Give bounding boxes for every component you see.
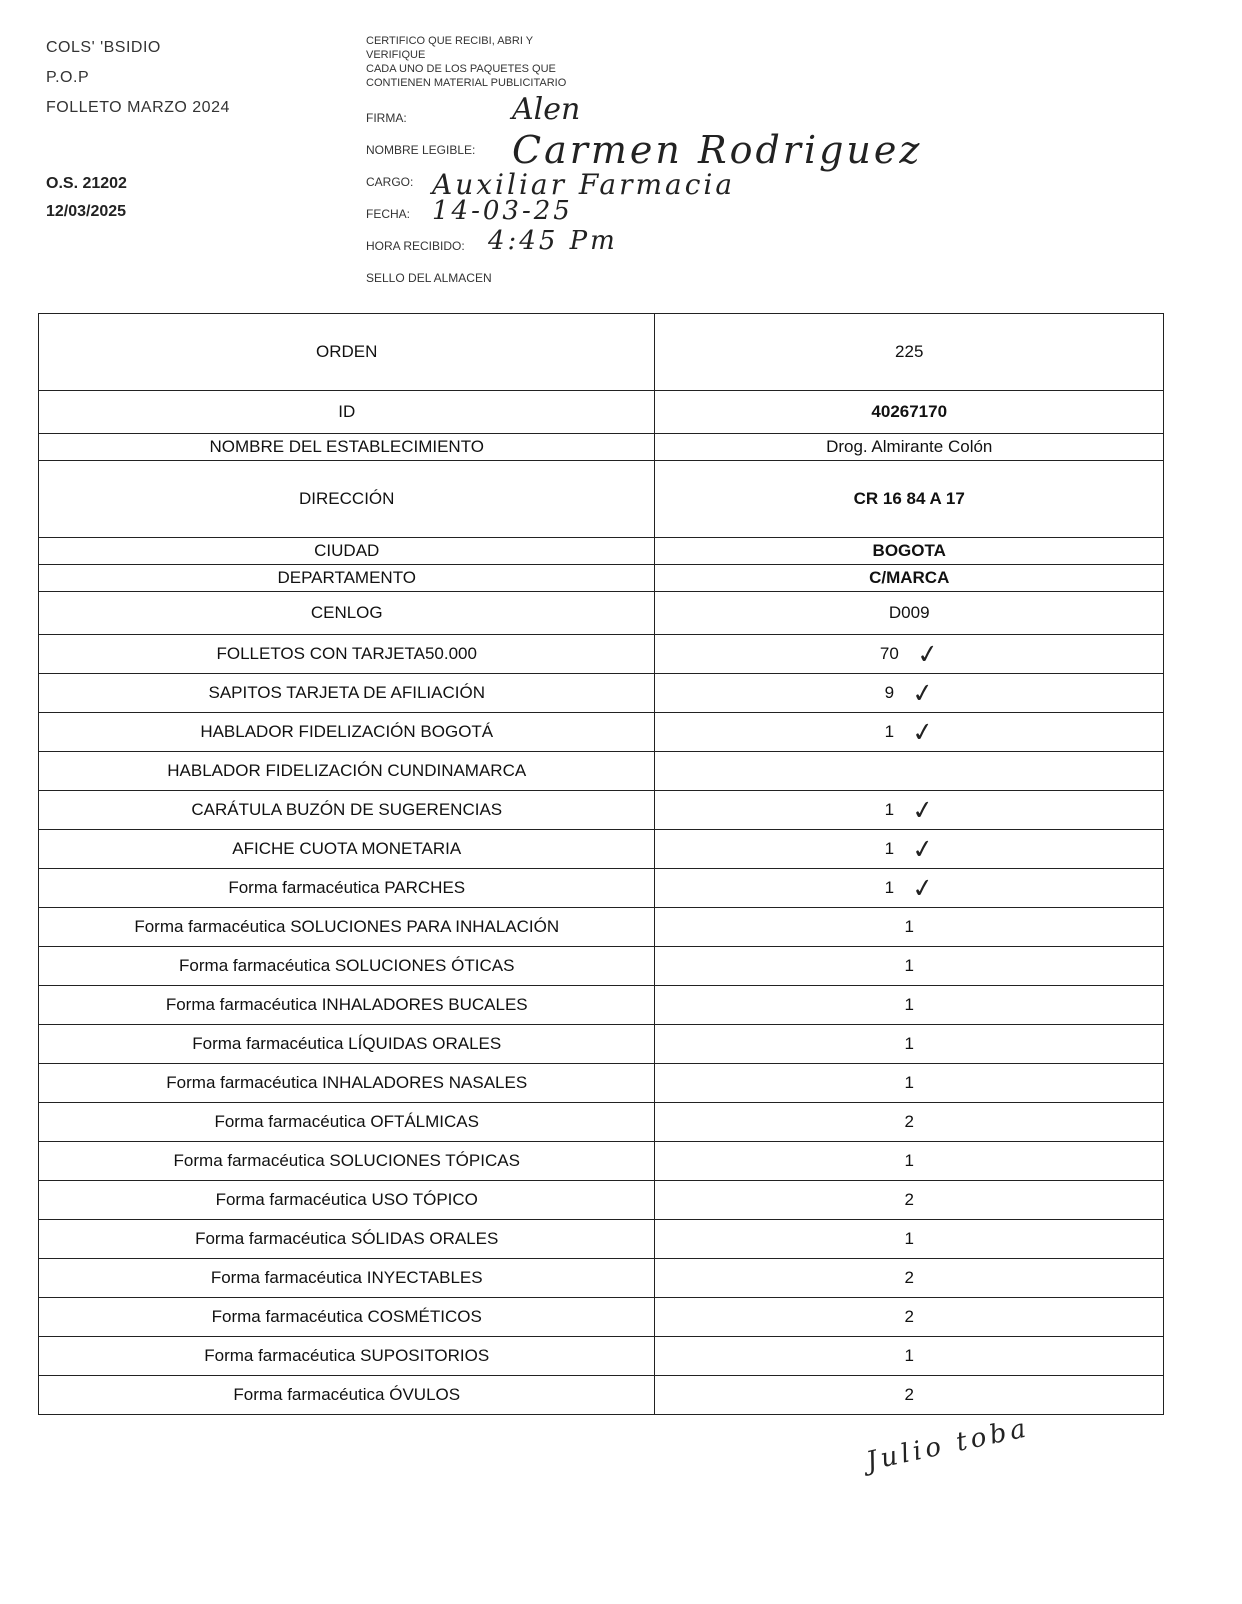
row-label: SAPITOS TARJETA DE AFILIACIÓN (39, 674, 655, 713)
row-value-cell (655, 1259, 1164, 1298)
hora-label: HORA RECIBIDO: (366, 239, 465, 253)
check-mark-icon: ✓ (914, 637, 941, 670)
table-row (39, 434, 1164, 461)
row-label: Forma farmacéutica COSMÉTICOS (39, 1298, 655, 1337)
row-value: 70 (879, 643, 899, 663)
table-row (39, 391, 1164, 434)
row-value: 2 (904, 1268, 914, 1287)
table-row (39, 791, 1164, 830)
cert-statement-line: CERTIFICO QUE RECIBI, ABRI Y (366, 35, 534, 47)
table-row (39, 713, 1164, 752)
table-row (39, 908, 1164, 947)
row-value-cell (655, 752, 1164, 791)
table-row (39, 947, 1164, 986)
row-value-cell (655, 674, 1164, 713)
row-label: Forma farmacéutica INYECTABLES (39, 1259, 655, 1298)
row-value: 1 (904, 1229, 914, 1248)
row-value-cell (655, 869, 1164, 908)
row-value-cell (655, 908, 1164, 947)
row-value-cell (655, 1064, 1164, 1103)
order-service-date: 12/03/2025 (46, 203, 127, 220)
row-label: CENLOG (39, 592, 655, 635)
check-mark-icon: ✓ (910, 793, 936, 826)
row-label: FOLLETOS CON TARJETA50.000 (39, 635, 655, 674)
table-row (39, 1064, 1164, 1103)
handwritten-firma: Alen (512, 92, 581, 127)
delivery-table (38, 313, 1164, 1415)
row-value: 2 (904, 1385, 914, 1404)
row-value-cell (655, 713, 1164, 752)
row-value: BOGOTA (872, 541, 946, 560)
row-label: Forma farmacéutica INHALADORES BUCALES (39, 986, 655, 1025)
table-row (39, 1025, 1164, 1064)
row-value: 1 (904, 956, 914, 975)
row-label: ID (39, 391, 655, 434)
row-label: CIUDAD (39, 538, 655, 565)
row-value-cell (655, 391, 1164, 434)
row-value: 1 (904, 917, 914, 936)
row-value: 1 (904, 1034, 914, 1053)
row-value: 225 (895, 342, 924, 361)
check-mark-icon: ✓ (910, 715, 936, 748)
row-value-cell (655, 1337, 1164, 1376)
row-label: Forma farmacéutica LÍQUIDAS ORALES (39, 1025, 655, 1064)
row-label: DIRECCIÓN (39, 461, 655, 538)
row-value-cell (655, 1376, 1164, 1415)
row-value-cell (655, 1220, 1164, 1259)
row-value-cell (655, 635, 1164, 674)
row-value-cell (655, 947, 1164, 986)
header-document-info (46, 36, 230, 126)
table-row (39, 592, 1164, 635)
row-value: Drog. Almirante Colón (826, 437, 993, 456)
cert-statement-line: CONTIENEN MATERIAL PUBLICITARIO (366, 77, 567, 89)
row-value: 2 (904, 1112, 914, 1131)
table-row (39, 1376, 1164, 1415)
table-row (39, 1181, 1164, 1220)
firma-label: FIRMA: (366, 111, 407, 125)
table-row (39, 1298, 1164, 1337)
row-value: 1 (884, 721, 895, 741)
fecha-label: FECHA: (366, 207, 411, 221)
row-value: CR 16 84 A 17 (853, 489, 965, 508)
cert-statement-line: CADA UNO DE LOS PAQUETES QUE (366, 63, 556, 75)
row-label: Forma farmacéutica SOLUCIONES ÓTICAS (39, 947, 655, 986)
row-value-cell (655, 1103, 1164, 1142)
row-value-cell (655, 565, 1164, 592)
row-value-cell (655, 1181, 1164, 1220)
row-value: C/MARCA (869, 568, 950, 587)
handwritten-nombre: Carmen Rodriguez (512, 128, 923, 172)
table-row (39, 1259, 1164, 1298)
table-row (39, 1220, 1164, 1259)
row-value: 1 (884, 799, 895, 819)
table-row (39, 830, 1164, 869)
table-row (39, 1142, 1164, 1181)
row-value: 1 (904, 1346, 914, 1365)
document-type: P.O.P (46, 69, 90, 86)
row-value-cell (655, 830, 1164, 869)
table-row (39, 461, 1164, 538)
table-row (39, 565, 1164, 592)
campaign-name: FOLLETO MARZO 2024 (46, 99, 230, 116)
row-value: 1 (904, 1151, 914, 1170)
row-label: Forma farmacéutica SUPOSITORIOS (39, 1337, 655, 1376)
row-value: 1 (884, 838, 895, 858)
row-label: Forma farmacéutica PARCHES (39, 869, 655, 908)
row-value-cell (655, 986, 1164, 1025)
table-row (39, 1103, 1164, 1142)
row-value: 2 (904, 1307, 914, 1326)
cargo-label: CARGO: (366, 175, 414, 189)
table-row (39, 674, 1164, 713)
row-value-cell (655, 434, 1164, 461)
row-value-cell (655, 592, 1164, 635)
row-label: NOMBRE DEL ESTABLECIMIENTO (39, 434, 655, 461)
row-label: Forma farmacéutica INHALADORES NASALES (39, 1064, 655, 1103)
check-mark-icon: ✓ (910, 676, 936, 709)
row-label: Forma farmacéutica USO TÓPICO (39, 1181, 655, 1220)
row-value-cell (655, 461, 1164, 538)
handwritten-footer-signature: Julio toba (863, 1413, 1033, 1477)
row-label: Forma farmacéutica ÓVULOS (39, 1376, 655, 1415)
table-row (39, 538, 1164, 565)
row-label: HABLADOR FIDELIZACIÓN BOGOTÁ (39, 713, 655, 752)
handwritten-cargo: Auxiliar Farmacia (432, 168, 736, 201)
row-label: HABLADOR FIDELIZACIÓN CUNDINAMARCA (39, 752, 655, 791)
nombre-label: NOMBRE LEGIBLE: (366, 143, 476, 157)
table-row (39, 1337, 1164, 1376)
row-label: DEPARTAMENTO (39, 565, 655, 592)
row-label: AFICHE CUOTA MONETARIA (39, 830, 655, 869)
row-value: 40267170 (871, 402, 948, 421)
handwritten-fecha: 14-03-25 (432, 196, 573, 226)
row-label: Forma farmacéutica OFTÁLMICAS (39, 1103, 655, 1142)
row-value-cell (655, 314, 1164, 391)
row-label: CARÁTULA BUZÓN DE SUGERENCIAS (39, 791, 655, 830)
table-row (39, 986, 1164, 1025)
row-label: Forma farmacéutica SÓLIDAS ORALES (39, 1220, 655, 1259)
row-value: 9 (884, 682, 895, 702)
row-value-cell (655, 1298, 1164, 1337)
row-label: Forma farmacéutica SOLUCIONES TÓPICAS (39, 1142, 655, 1181)
row-value: 1 (904, 1073, 914, 1092)
order-service-number: O.S. 21202 (46, 175, 127, 192)
check-mark-icon: ✓ (910, 871, 936, 904)
row-label: Forma farmacéutica SOLUCIONES PARA INHALACIÓN (39, 908, 655, 947)
row-value: 1 (904, 995, 914, 1014)
table-row (39, 752, 1164, 791)
row-value-cell (655, 1025, 1164, 1064)
row-value-cell (655, 1142, 1164, 1181)
row-value: 1 (884, 877, 895, 897)
row-value: D009 (888, 603, 930, 622)
row-value-cell (655, 791, 1164, 830)
cert-statement-line: VERIFIQUE (366, 49, 426, 61)
table-row (39, 635, 1164, 674)
sello-label: SELLO DEL ALMACEN (366, 271, 492, 285)
order-service-block (46, 170, 127, 226)
row-value-cell (655, 538, 1164, 565)
row-label: ORDEN (39, 314, 655, 391)
handwritten-hora: 4:45 Pm (488, 226, 618, 256)
row-value: 2 (904, 1190, 914, 1209)
table-row (39, 869, 1164, 908)
table-row (39, 314, 1164, 391)
check-mark-icon: ✓ (910, 832, 936, 865)
company-name: COLS' 'BSIDIO (46, 39, 161, 56)
